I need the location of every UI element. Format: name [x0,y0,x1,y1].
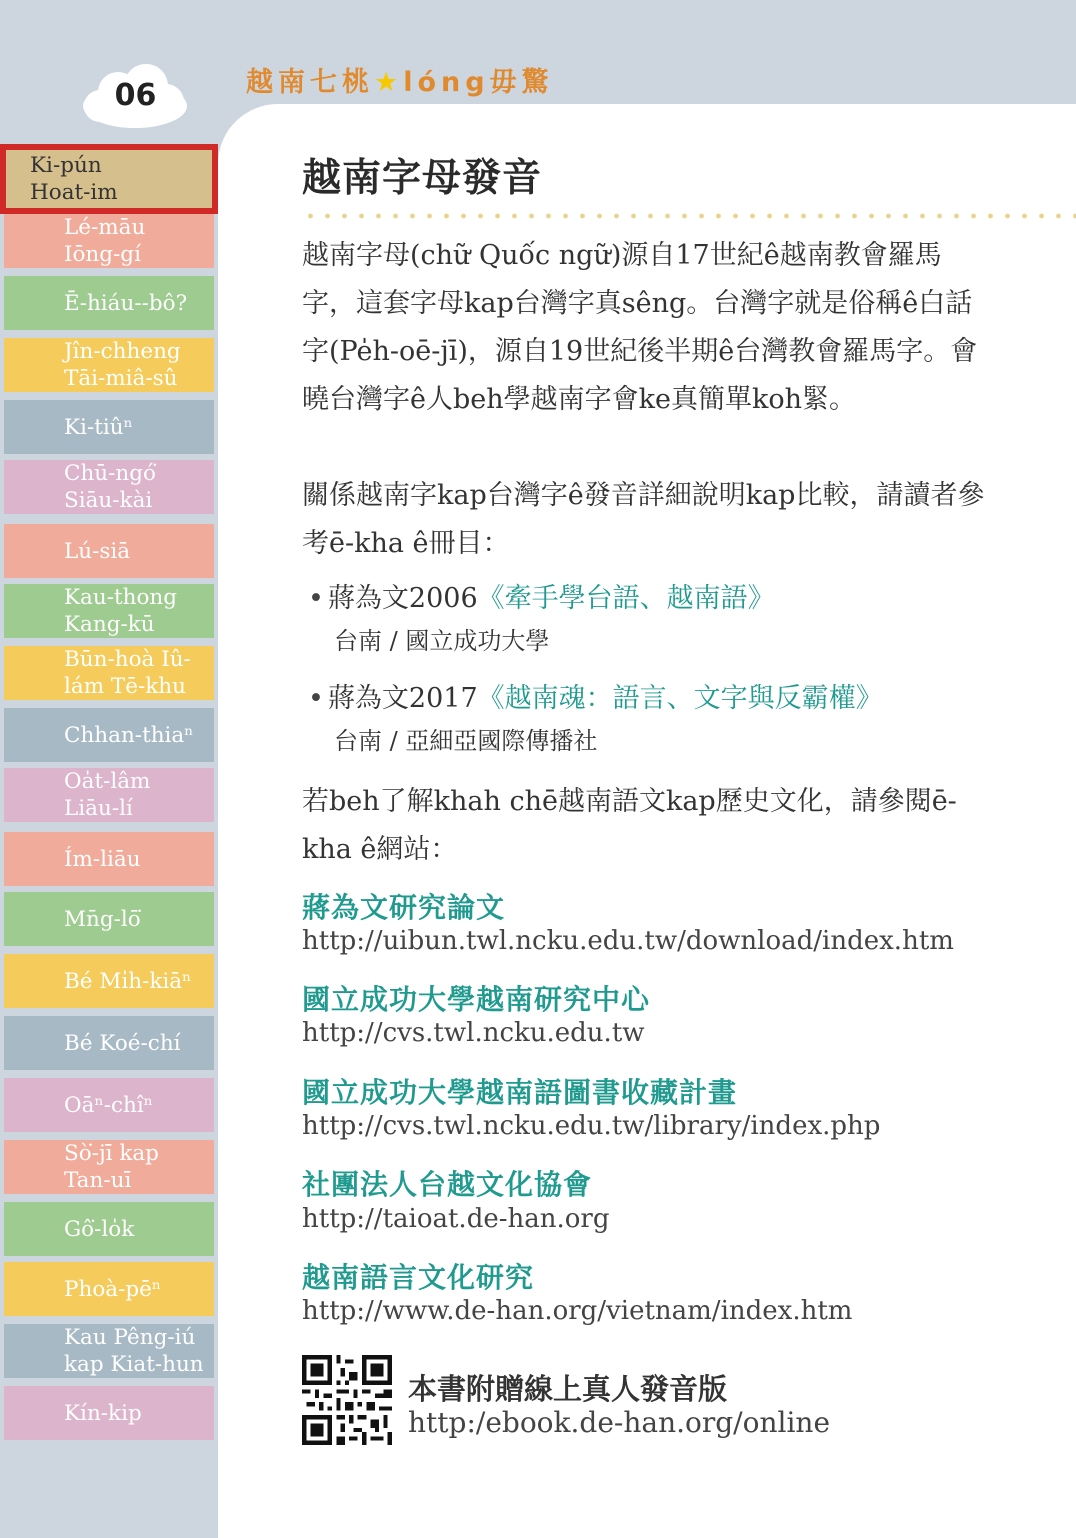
sidebar-tab-label: Chū-ngó͘ [64,461,156,486]
sidebar-tab-label: Gô͘-lo̍k [64,1216,135,1242]
websites-intro-paragraph: 若beh了解khah chē越南語文kap歷史文化，請參閱ē-kha ê網站： [302,786,957,865]
sidebar-tab-label: Bé Koé-chí [64,1030,181,1056]
link-url[interactable]: http://uibun.twl.ncku.edu.tw/download/index.htm [302,926,954,956]
sidebar-tab-label: Tāi-miâ-sû [64,366,178,391]
sidebar-tab[interactable] [4,584,214,638]
sidebar-tab[interactable] [4,892,214,946]
sidebar-tab[interactable] [4,646,214,700]
series-title [246,60,554,99]
sidebar-tab-label: lám Tē-khu [64,674,186,699]
link-title: 社團法人台越文化協會 [302,1168,593,1201]
sidebar-tab[interactable] [4,524,214,578]
star-icon: ★ [374,67,404,98]
sidebar-tab[interactable] [4,1262,214,1316]
intro-paragraph: 越南字母(chữ Quốc ngữ)源自17世紀ê越南教會羅馬字，這套字母kap台灣字真sêng。台灣字就是俗稱ê白話字(Pe̍h-oē-jī)，源自19世紀後半期ê台灣教會羅馬字。會曉台灣字ê人beh學越南字會ke真簡單koh緊。 [302,240,978,415]
online-version-label: 本書附贈線上真人發音版 [408,1372,728,1406]
link-url[interactable]: http://taioat.de-han.org [302,1204,610,1234]
sidebar-tab-label: Mn̄g-lō͘ [64,906,141,932]
sidebar-tab[interactable] [4,1386,214,1440]
sidebar-tab[interactable] [4,768,214,822]
page-title: 越南字母發音 [302,155,543,201]
sidebar-tab-label: Kau Pêng-iú [64,1325,196,1350]
sidebar-tab[interactable] [0,144,218,214]
sidebar-tab-label: Oa̍t-lâm [64,769,151,794]
sidebar-tab[interactable] [4,400,214,454]
sidebar-tab-label: Lú-siā [64,538,131,564]
sidebar-tab-label: Oāⁿ-chîⁿ [64,1092,154,1118]
reference-item [308,676,883,756]
sidebar-tab[interactable] [4,214,214,268]
sidebar-tab-label: Sò͘-jī kap [64,1141,159,1166]
dotted-divider [302,210,1076,222]
link-url[interactable]: http://cvs.twl.ncku.edu.tw [302,1018,645,1048]
sidebar-tab-label: Chhan-thiaⁿ [64,722,194,748]
sidebar-tab-label: Jîn-chheng [64,339,181,364]
sidebar-tab-label: Kín-kip [64,1400,142,1426]
link-url[interactable]: http://cvs.twl.ncku.edu.tw/library/index.php [302,1111,881,1141]
sidebar-tab-label: Ki-pún [30,153,102,178]
sidebar-tab-label: Ki-tiûⁿ [64,414,133,440]
sidebar-tab[interactable] [4,1324,214,1378]
sidebar-tab-label: Bé Mi̍h-kiāⁿ [64,968,192,994]
reference-publisher: 台南 / 國立成功大學 [334,627,550,655]
bullet-icon: • [308,683,324,714]
series-title-part-b: lóng毋驚 [403,67,554,98]
sidebar-tab-label: Iōng-gí [64,242,141,267]
online-version-url[interactable]: http:/ebook.de-han.org/online [408,1406,831,1439]
link-title: 越南語言文化研究 [302,1261,535,1294]
sidebar-tab-label: Kang-kū [64,612,155,637]
sidebar-tab-label: kap Kiat-hun [64,1352,204,1377]
sidebar-tab-active-inner [6,150,212,208]
sidebar-tab-label: Būn-hoà Iû- [64,647,191,672]
sidebar-tab-label: Siāu-kài [64,488,153,513]
page-number: 06 [114,78,157,113]
qr-code-icon[interactable] [302,1355,392,1445]
series-title-part-a: 越南七桃 [246,67,374,98]
sidebar-tab[interactable] [4,276,214,330]
sidebar-tab[interactable] [4,1078,214,1132]
link-title: 蔣為文研究論文 [302,891,506,924]
sidebar-tab[interactable] [4,1202,214,1256]
sidebar-tab[interactable] [4,954,214,1008]
sidebar-tab-label: Lé-māu [64,215,146,240]
reference-author: 蔣為文2006 [327,583,478,614]
sidebar-tab-label: Ē-hiáu--bô? [64,290,188,316]
sidebar-tab[interactable] [4,460,214,514]
sidebar-tab-label: Tan-uī [64,1168,132,1193]
reference-author: 蔣為文2017 [327,683,478,714]
reference-intro-paragraph: 關係越南字kap台灣字ê發音詳細說明kap比較，請讀者參考ē-kha ê冊目： [302,480,985,559]
bullet-icon: • [308,583,324,614]
link-title: 國立成功大學越南研究中心 [302,983,651,1016]
link-title: 國立成功大學越南語圖書收藏計畫 [302,1076,738,1109]
reference-book-title: 《牽手學台語、越南語》 [477,583,775,614]
sidebar-tab[interactable] [4,1016,214,1070]
reference-item [308,576,775,656]
reference-book-title: 《越南魂：語言、文字與反霸權》 [477,683,883,714]
sidebar-tab-label: Liāu-lí [64,796,133,821]
sidebar-tab-label: Ím-liāu [64,846,141,872]
sidebar-tab[interactable] [4,708,214,762]
sidebar-tab-label: Kau-thong [64,585,178,610]
reference-publisher: 台南 / 亞細亞國際傳播社 [334,727,598,755]
link-url[interactable]: http://www.de-han.org/vietnam/index.htm [302,1296,853,1326]
sidebar-tab[interactable] [4,832,214,886]
sidebar-tab-label: Hoat-im [30,180,118,205]
content-area [302,150,1002,1326]
sidebar-tab[interactable] [4,338,214,392]
sidebar-tab-label: Phoà-pēⁿ [64,1276,162,1302]
sidebar-tab[interactable] [4,1140,214,1194]
